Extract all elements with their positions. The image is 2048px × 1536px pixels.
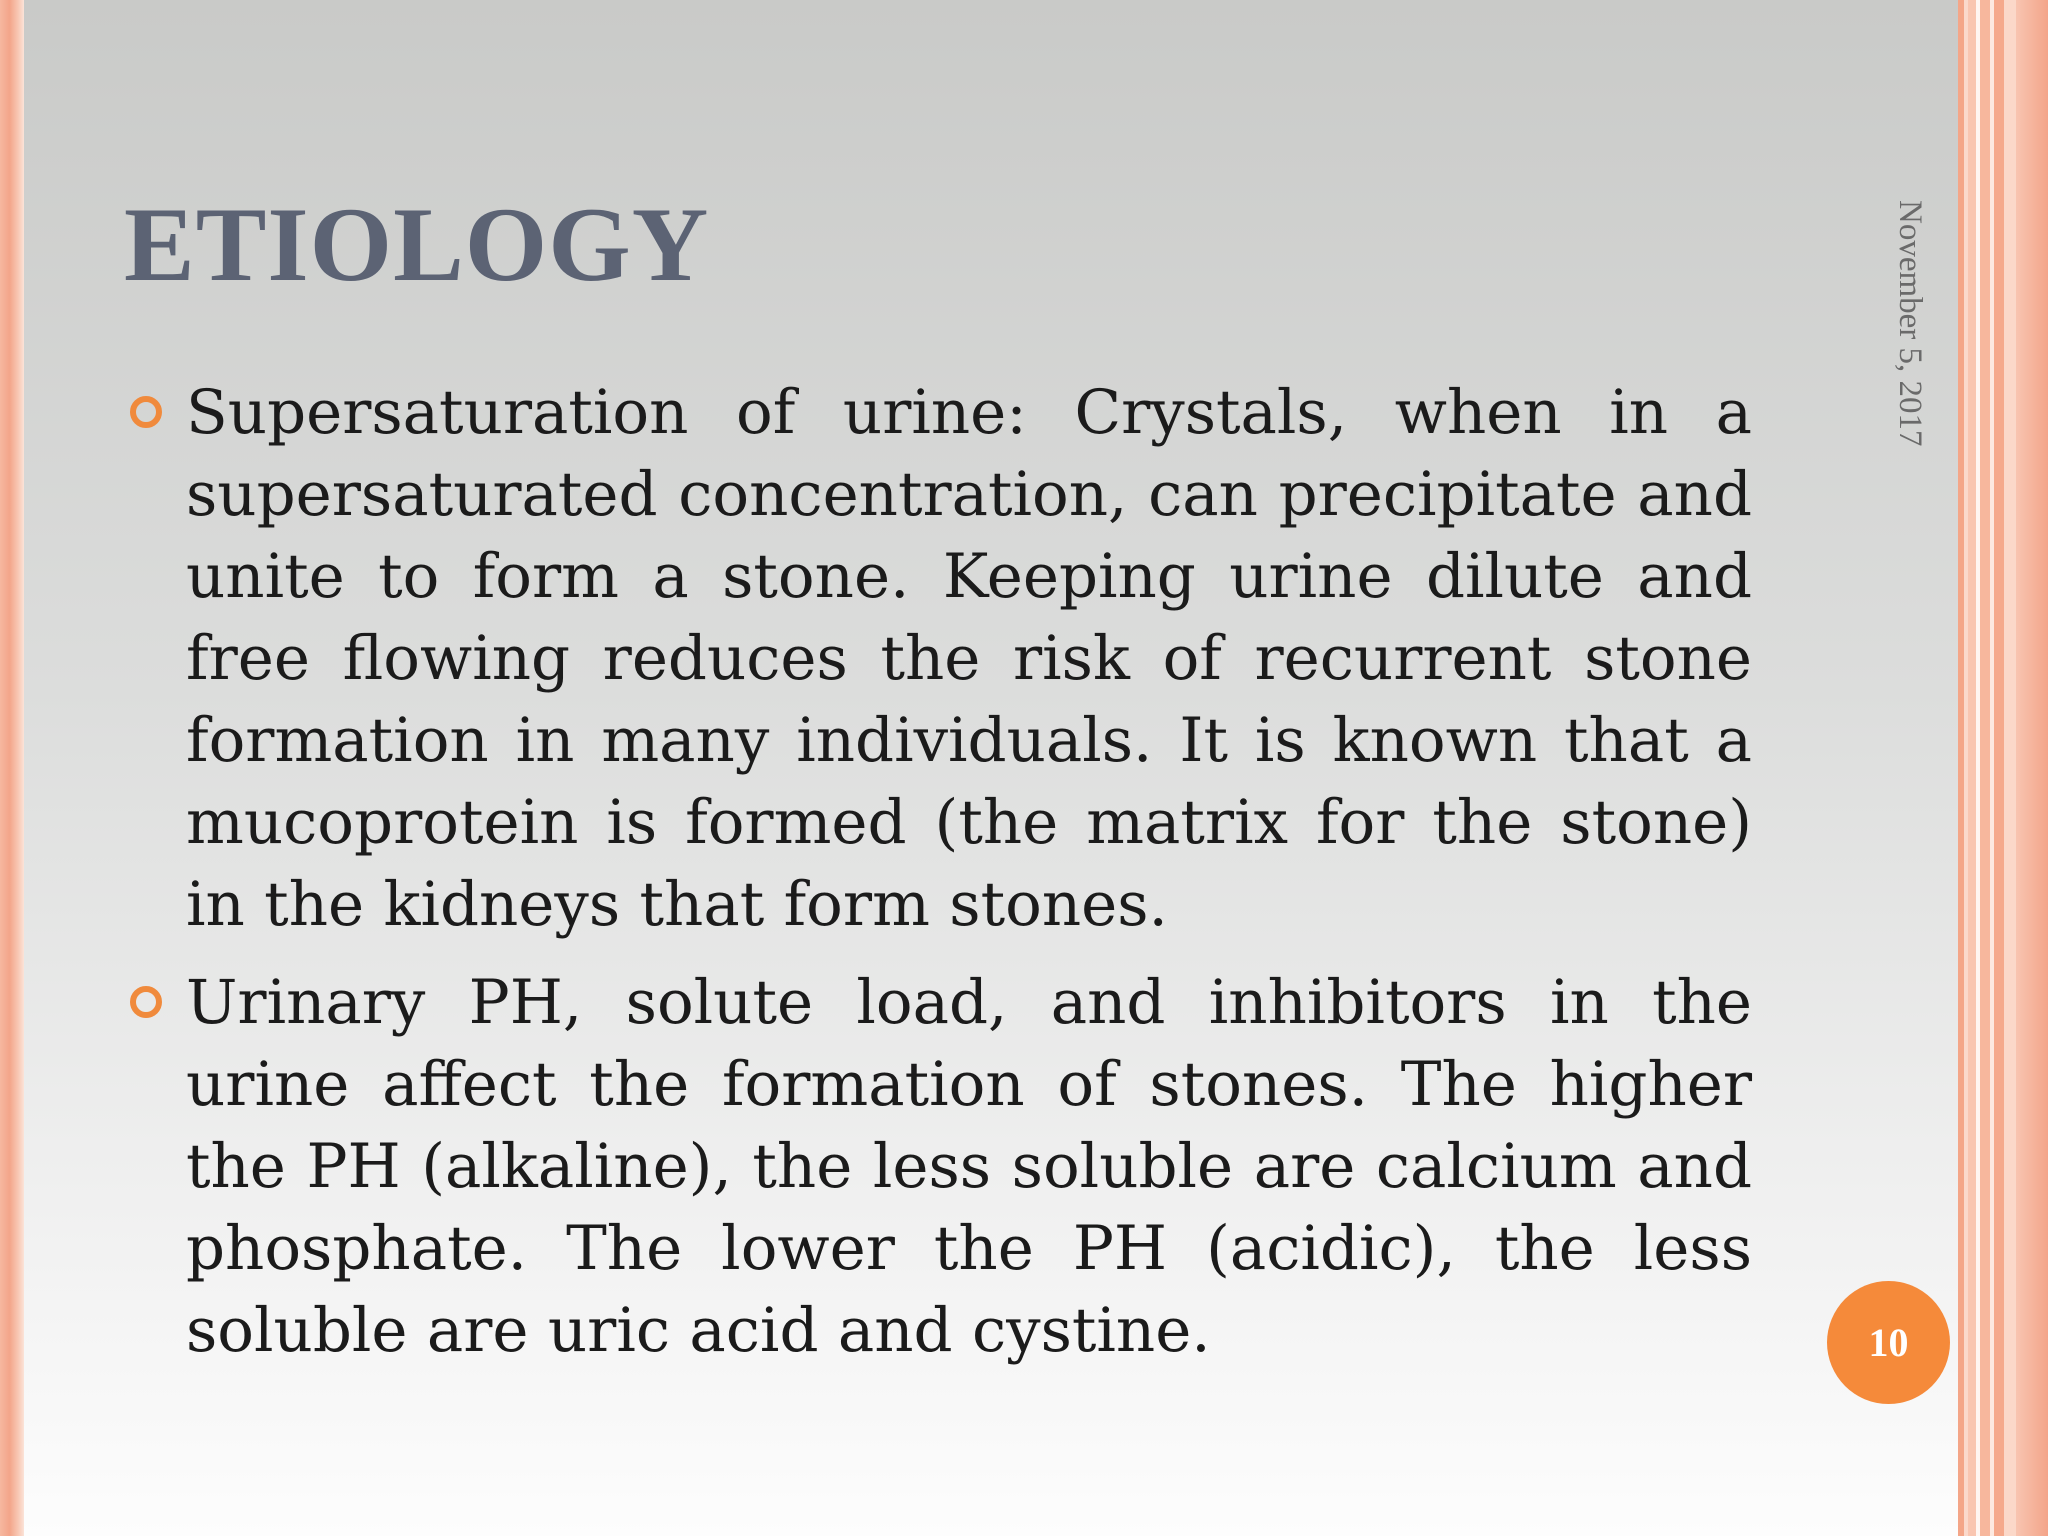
slide-date: November 5, 2017	[1892, 200, 1928, 447]
circle-bullet-icon	[130, 396, 162, 428]
bullet-item	[120, 962, 1752, 1372]
page-number-badge: 10	[1827, 1281, 1950, 1404]
right-stripe	[1980, 0, 1990, 1536]
left-border-decoration	[0, 0, 24, 1536]
right-stripe	[2016, 0, 2048, 1536]
right-stripe	[1968, 0, 1976, 1536]
bullet-text: Urinary PH, solute load, and inhibitors in the urine affect the formation of stones. The higher the PH (alkaline), the less soluble are calcium and phosphate. The lower the PH (acidic), the less soluble are uric acid and cystine.	[186, 967, 1752, 1366]
bullet-text: Supersaturation of urine: Crystals, when in a supersaturated concentration, can precipitate and unite to form a stone. Keeping urine dilute and free flowing reduces the risk of recurrent stone formation in many individuals. It is known that a mucoprotein is formed (the matrix for the stone) in the kidneys that form stones.	[186, 377, 1752, 940]
bullet-list	[120, 372, 1752, 1388]
right-stripe	[2004, 0, 2016, 1536]
right-stripe	[1994, 0, 2004, 1536]
bullet-item	[120, 372, 1752, 946]
circle-bullet-icon	[130, 986, 162, 1018]
slide-title: ETIOLOGY	[124, 186, 710, 303]
